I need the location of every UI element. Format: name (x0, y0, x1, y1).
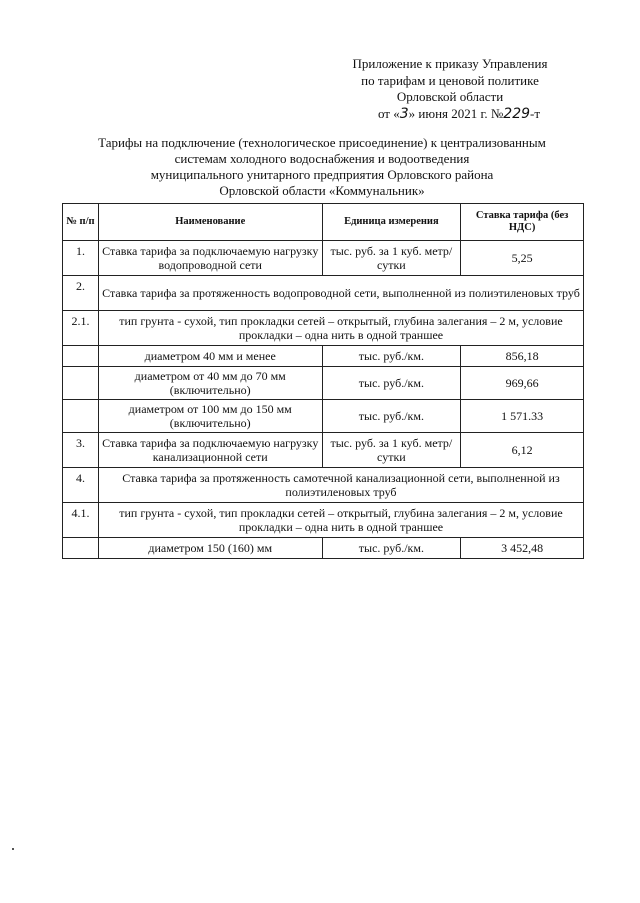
row-name: диаметром 40 мм и менее (98, 346, 322, 367)
row-unit: тыс. руб./км. (322, 400, 461, 433)
table-row (63, 433, 584, 468)
title-line-4: Орловской области «Коммунальник» (219, 183, 425, 198)
row-num-empty (63, 346, 99, 367)
row-num: 2. (63, 276, 99, 311)
title-line-2: системам холодного водоснабжения и водоотведения (174, 151, 470, 166)
scan-speck (12, 848, 14, 850)
header-rate: Ставка тарифа (без НДС) (461, 204, 584, 241)
table-row (63, 346, 584, 367)
row-num: 4. (63, 468, 99, 503)
row-section-text: тип грунта - сухой, тип прокладки сетей – открытый, глубина залегания – 2 м, условие прокладки – одна нить в одной траншее (98, 311, 583, 346)
tariff-table (62, 203, 584, 559)
row-section-text: тип грунта - сухой, тип прокладки сетей – открытый, глубина залегания – 2 м, условие прокладки – одна нить в одной траншее (98, 503, 583, 538)
row-rate: 3 452,48 (461, 538, 584, 559)
row-num-empty (63, 367, 99, 400)
table-row (63, 400, 584, 433)
document-title (52, 135, 592, 199)
appendix-line-3: Орловской области (396, 89, 504, 104)
row-num: 2.1. (63, 311, 99, 346)
row-name: Ставка тарифа за подключаемую нагрузку водопроводной сети (98, 241, 322, 276)
handwritten-day: 3 (399, 105, 409, 122)
row-num: 4.1. (63, 503, 99, 538)
row-rate: 969,66 (461, 367, 584, 400)
row-section-text: Ставка тарифа за протяженность водопроводной сети, выполненной из полиэтиленовых труб (98, 276, 583, 311)
table-row (63, 276, 584, 311)
row-num-empty (63, 400, 99, 433)
row-rate: 5,25 (461, 241, 584, 276)
row-num: 1. (63, 241, 99, 276)
row-rate: 6,12 (461, 433, 584, 468)
table-row (63, 503, 584, 538)
row-unit: тыс. руб./км. (322, 538, 461, 559)
row-name: диаметром от 40 мм до 70 мм (включительно) (98, 367, 322, 400)
date-prefix: от « (377, 105, 400, 121)
table-row (63, 468, 584, 503)
row-section-text: Ставка тарифа за протяженность самотечной канализационной сети, выполненной из полиэтиленовых труб (98, 468, 583, 503)
row-rate: 856,18 (461, 346, 584, 367)
row-unit: тыс. руб. за 1 куб. метр/сутки (322, 241, 461, 276)
row-unit: тыс. руб./км. (322, 346, 461, 367)
header-num: № п/п (63, 204, 99, 241)
row-num: 3. (63, 433, 99, 468)
header-name: Наименование (98, 204, 322, 241)
row-num-empty (63, 538, 99, 559)
row-name: диаметром 150 (160) мм (98, 538, 322, 559)
handwritten-order-number: 229 (503, 105, 531, 122)
table-header-row (63, 204, 584, 241)
order-number-suffix: -т (530, 105, 541, 121)
header-unit: Единица измерения (322, 204, 461, 241)
row-name: диаметром от 100 мм до 150 мм (включительно) (98, 400, 322, 433)
date-middle: » июня 2021 г. № (408, 105, 504, 121)
appendix-line-2: по тарифам и ценовой политике (361, 72, 539, 88)
row-rate: 1 571.33 (461, 400, 584, 433)
table-row (63, 367, 584, 400)
row-unit: тыс. руб./км. (322, 367, 461, 400)
title-line-3: муниципального унитарного предприятия Орловского района (150, 167, 494, 182)
appendix-date-line (300, 106, 600, 123)
table-row (63, 311, 584, 346)
appendix-header (300, 56, 600, 122)
table-row (63, 538, 584, 559)
appendix-line-1: Приложение к приказу Управления (352, 56, 548, 71)
row-name: Ставка тарифа за подключаемую нагрузку канализационной сети (98, 433, 322, 468)
title-line-1: Тарифы на подключение (технологическое присоединение) к централизованным (98, 135, 546, 150)
table-row (63, 241, 584, 276)
row-unit: тыс. руб. за 1 куб. метр/сутки (322, 433, 461, 468)
